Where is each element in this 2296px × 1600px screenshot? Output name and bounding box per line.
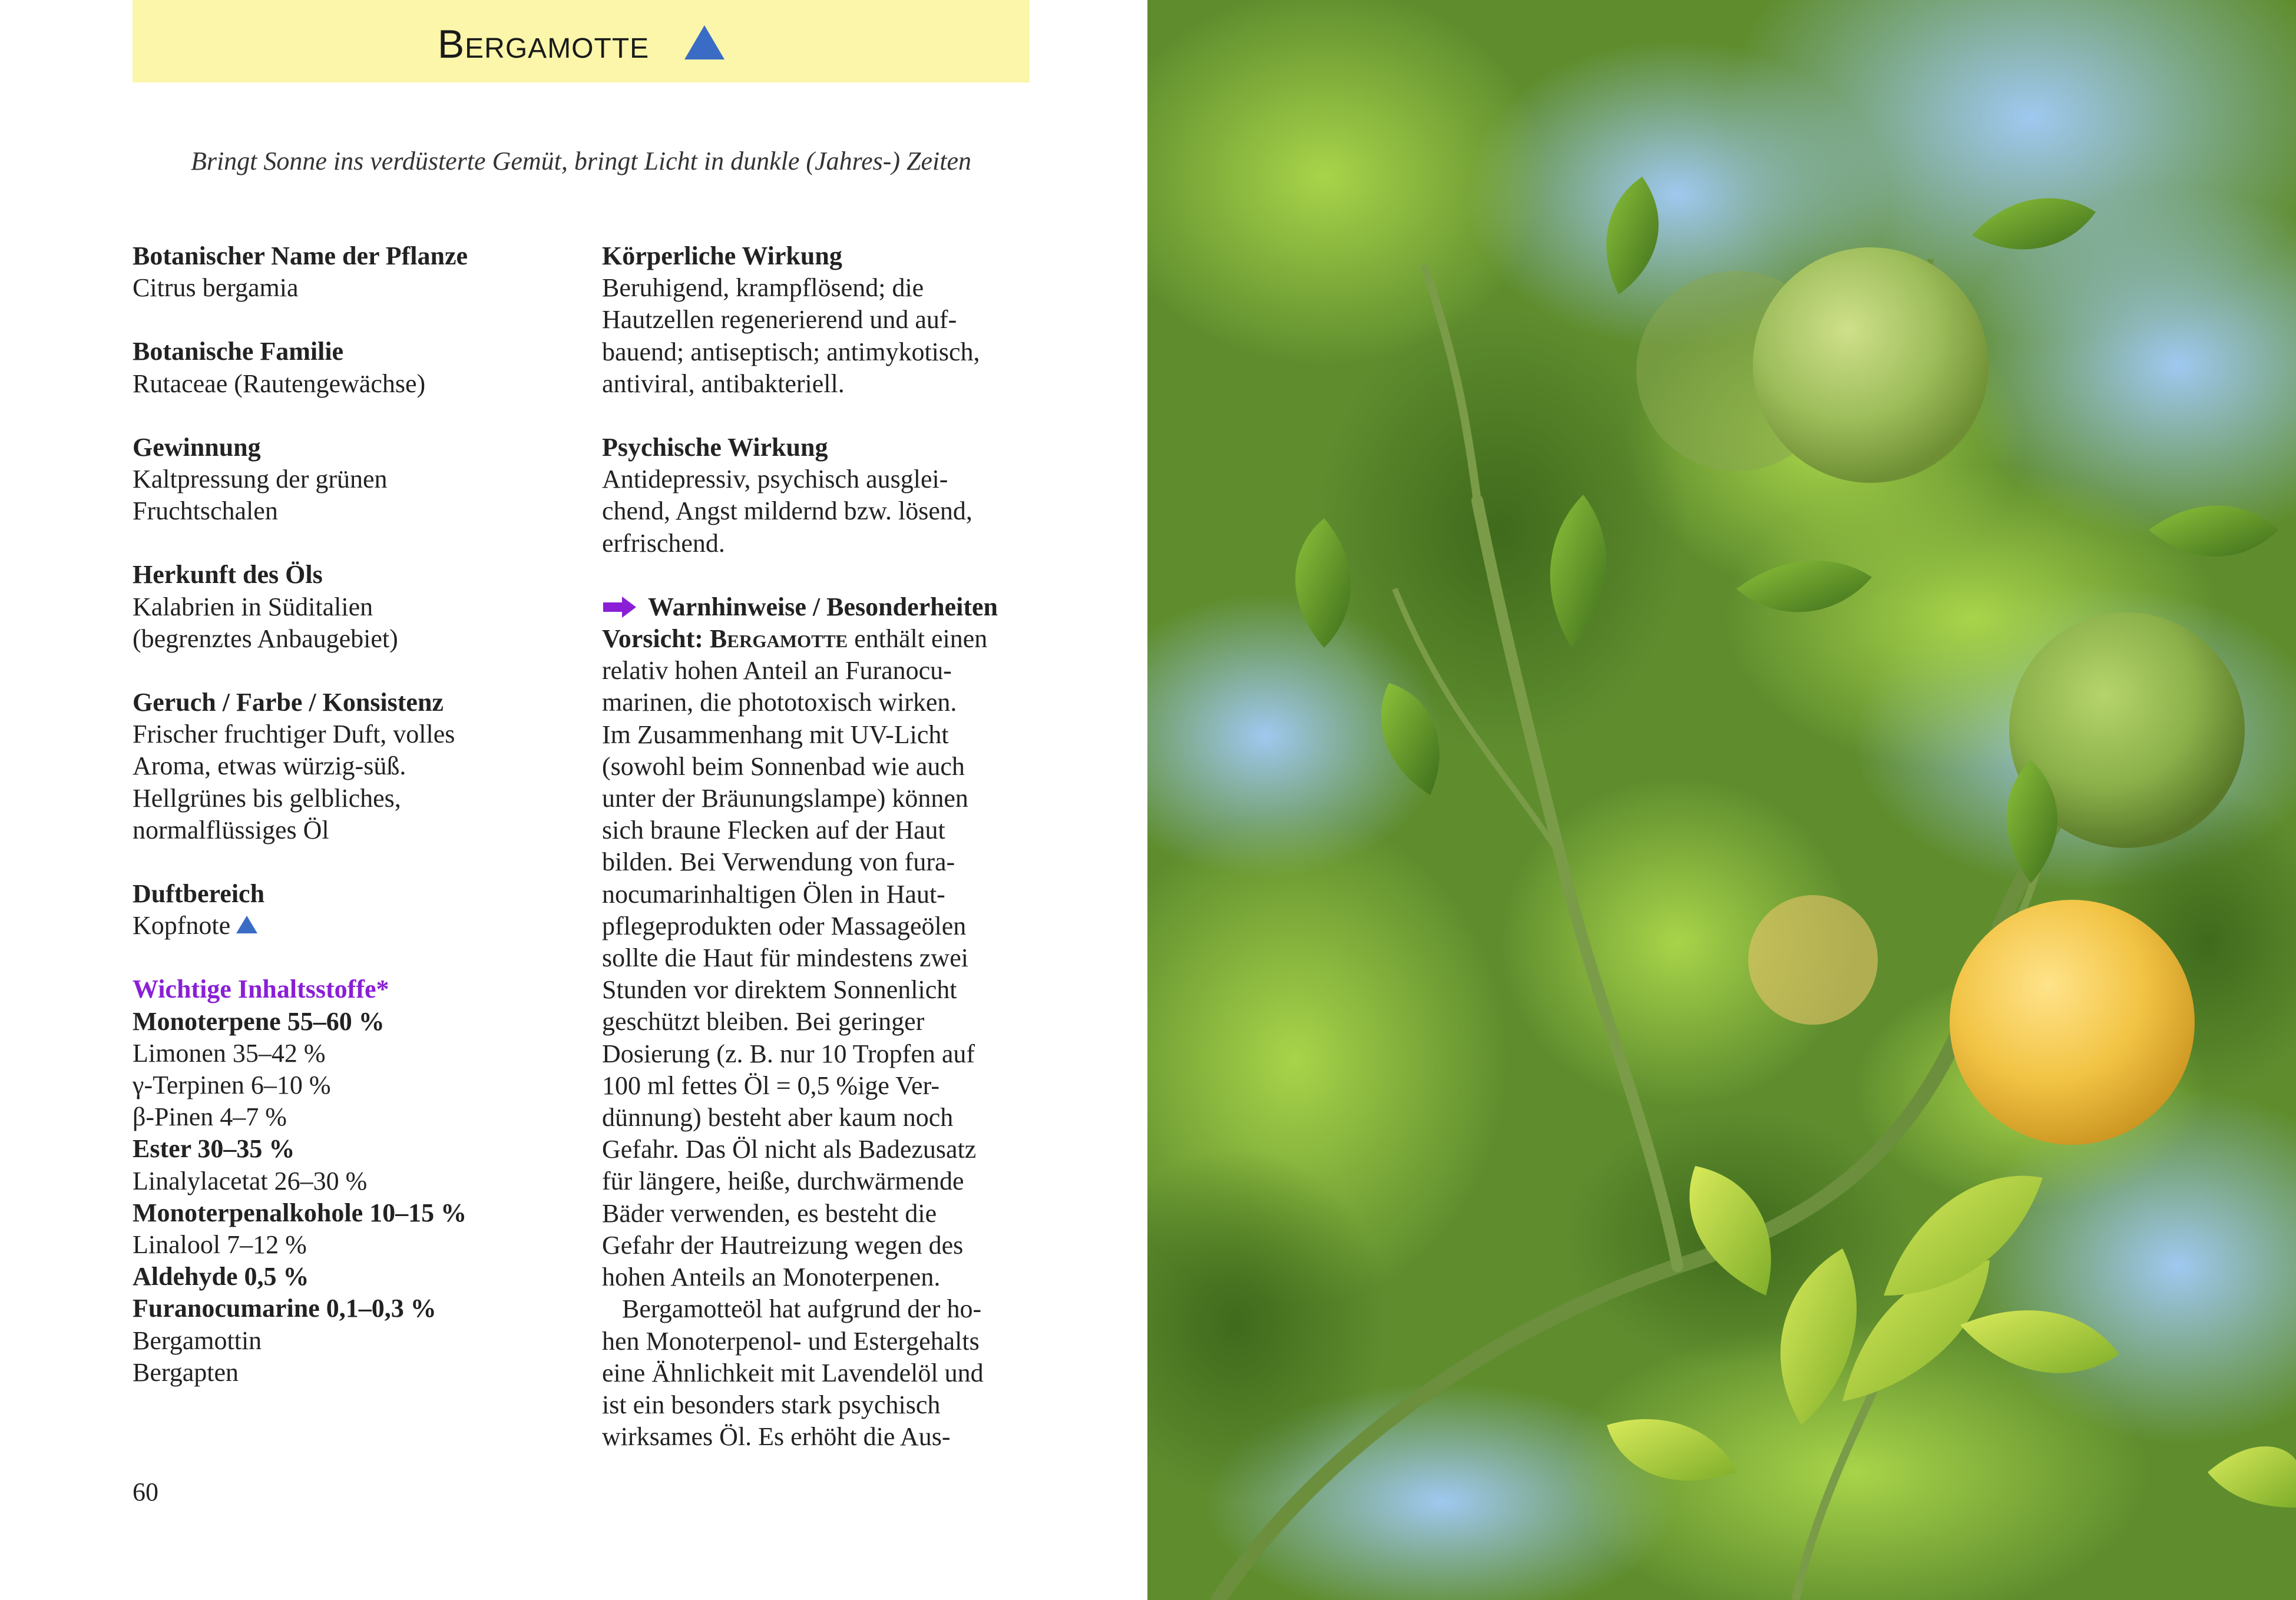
ingredient-item: Linalool 7–12 % [133, 1230, 307, 1260]
caution-rest: enthält einen [848, 624, 988, 654]
extraction-heading: Gewinnung [133, 432, 261, 462]
caution-name: Bergamotte [709, 624, 848, 654]
paragraph2-line: wirksames Öl. Es erhöht die Aus- [602, 1422, 951, 1452]
warnings-line: für längere, heiße, durchwärmende [602, 1167, 964, 1196]
top-note-triangle-icon [684, 25, 724, 59]
page-number: 60 [133, 1478, 158, 1506]
ingredient-item: Limonen 35–42 % [133, 1038, 326, 1068]
smell-line: Hellgrünes bis gelbliches, [133, 783, 401, 813]
ingredient-item: Furanocumarine 0,1–0,3 % [133, 1294, 436, 1323]
title-bar [133, 0, 1030, 82]
scent-range-row [133, 910, 574, 942]
ingredients-heading: Wichtige Inhaltsstoffe* [133, 975, 389, 1004]
warnings-line: bilden. Bei Verwendung von fura- [602, 847, 955, 877]
ingredient-item: Bergamottin [133, 1326, 262, 1355]
extraction-line: Fruchtschalen [133, 496, 278, 526]
botanical-name-text: Citrus bergamia [133, 273, 299, 303]
page-title: Bergamotte [437, 22, 650, 67]
ingredient-item: Linalylacetat 26–30 % [133, 1166, 368, 1195]
warnings-line: Stunden vor direktem Sonnenlicht [602, 975, 957, 1005]
psychic-line: chend, Angst mildernd bzw. lösend, [602, 496, 972, 526]
warnings-first-line [602, 623, 1032, 655]
warnings-line: unter der Bräunungslampe) können [602, 784, 968, 813]
smell-heading: Geruch / Farbe / Konsistenz [133, 688, 444, 717]
smell-line: Frischer fruchtiger Duft, volles [133, 720, 455, 749]
warnings-line: (sowohl beim Sonnenbad wie auch [602, 751, 965, 781]
paragraph2-line: ist ein besonders stark psychisch [602, 1390, 941, 1419]
scent-range-heading: Duftbereich [133, 879, 265, 909]
ingredient-item: Monoterpene 55–60 % [133, 1006, 385, 1036]
ingredient-item: γ-Terpinen 6–10 % [133, 1071, 331, 1100]
physical-line: antiviral, antibakteriell. [602, 369, 845, 398]
arrow-right-icon [602, 595, 637, 619]
top-note-triangle-icon [236, 916, 257, 933]
warnings-heading-row [602, 591, 1032, 623]
paragraph2-body [602, 1326, 1032, 1453]
warnings-line: Gefahr. Das Öl nicht als Badezusatz [602, 1135, 977, 1164]
ingredient-item: Aldehyde 0,5 % [133, 1262, 309, 1291]
caution-label: Vorsicht: [602, 624, 703, 654]
ingredient-item: Bergapten [133, 1357, 239, 1387]
warnings-line: pflegeprodukten oder Massageölen [602, 911, 967, 940]
warnings-line: sich braune Flecken auf der Haut [602, 816, 945, 845]
extraction-line: Kaltpressung der grünen [133, 465, 388, 494]
warnings-line: Bäder verwenden, es besteht die [602, 1198, 937, 1228]
warnings-line: Dosierung (z. B. nur 10 Tropfen auf [602, 1039, 975, 1068]
psychic-line: Antidepressiv, psychisch ausglei- [602, 465, 948, 494]
psychic-line: erfrischend. [602, 528, 725, 558]
psychic-heading: Psychische Wirkung [602, 433, 828, 462]
subtitle: Bringt Sonne ins verdüsterte Gemüt, bringt Licht in dunkle (Jahres-) Zeiten [190, 147, 972, 175]
warnings-line: relativ hohen Anteil an Furanocu- [602, 656, 952, 685]
left-column [133, 240, 574, 1389]
physical-line: Beruhigend, krampflösend; die [602, 273, 924, 303]
botanical-name-heading: Botanischer Name der Pflanze [133, 241, 468, 270]
ingredients-list [133, 1006, 574, 1389]
ingredient-item: Monoterpenalkohole 10–15 % [133, 1198, 467, 1227]
origin-line: Kalabrien in Süditalien [133, 592, 373, 621]
physical-line: bauend; antiseptisch; antimykotisch, [602, 337, 980, 366]
ingredient-item: β-Pinen 4–7 % [133, 1102, 287, 1132]
warnings-line: Gefahr der Hautreizung wegen des [602, 1230, 964, 1260]
warnings-body [602, 655, 1032, 1293]
warnings-line: 100 ml fettes Öl = 0,5 %ige Ver- [602, 1071, 940, 1100]
bergamot-tree-photo [1147, 0, 2296, 1600]
warnings-line: dünnung) besteht aber kaum noch [602, 1103, 954, 1132]
warnings-line: geschützt bleiben. Bei geringer [602, 1007, 925, 1036]
family-heading: Botanische Familie [133, 337, 344, 366]
paragraph2-line: eine Ähnlichkeit mit Lavendelöl und [602, 1358, 984, 1387]
ingredient-item: Ester 30–35 % [133, 1134, 295, 1164]
warnings-line: hohen Anteils an Monoterpenen. [602, 1263, 941, 1292]
origin-line: (begrenztes Anbaugebiet) [133, 624, 398, 653]
warnings-line: marinen, die phototoxisch wirken. [602, 688, 957, 717]
right-column [602, 240, 1032, 1453]
family-text: Rutaceae (Rautengewächse) [133, 369, 426, 398]
paragraph2-first-line: Bergamotteöl hat aufgrund der ho- [622, 1294, 982, 1324]
warnings-line: nocumarinhaltigen Ölen in Haut- [602, 879, 945, 909]
warnings-heading: Warnhinweise / Besonderheiten [648, 592, 998, 621]
origin-heading: Herkunft des Öls [133, 560, 323, 589]
warnings-line: Im Zusammenhang mit UV-Licht [602, 720, 949, 749]
physical-heading: Körperliche Wirkung [602, 241, 842, 270]
warnings-line: sollte die Haut für mindestens zwei [602, 943, 968, 973]
left-page [0, 0, 1147, 1600]
paragraph2-line: hen Monoterpenol- und Estergehalts [602, 1326, 980, 1356]
smell-line: Aroma, etwas würzig-süß. [133, 751, 406, 781]
smell-line: normalflüssiges Öl [133, 815, 329, 844]
scent-range-text: Kopfnote [133, 911, 231, 940]
physical-line: Hautzellen regenerierend und auf- [602, 305, 957, 334]
